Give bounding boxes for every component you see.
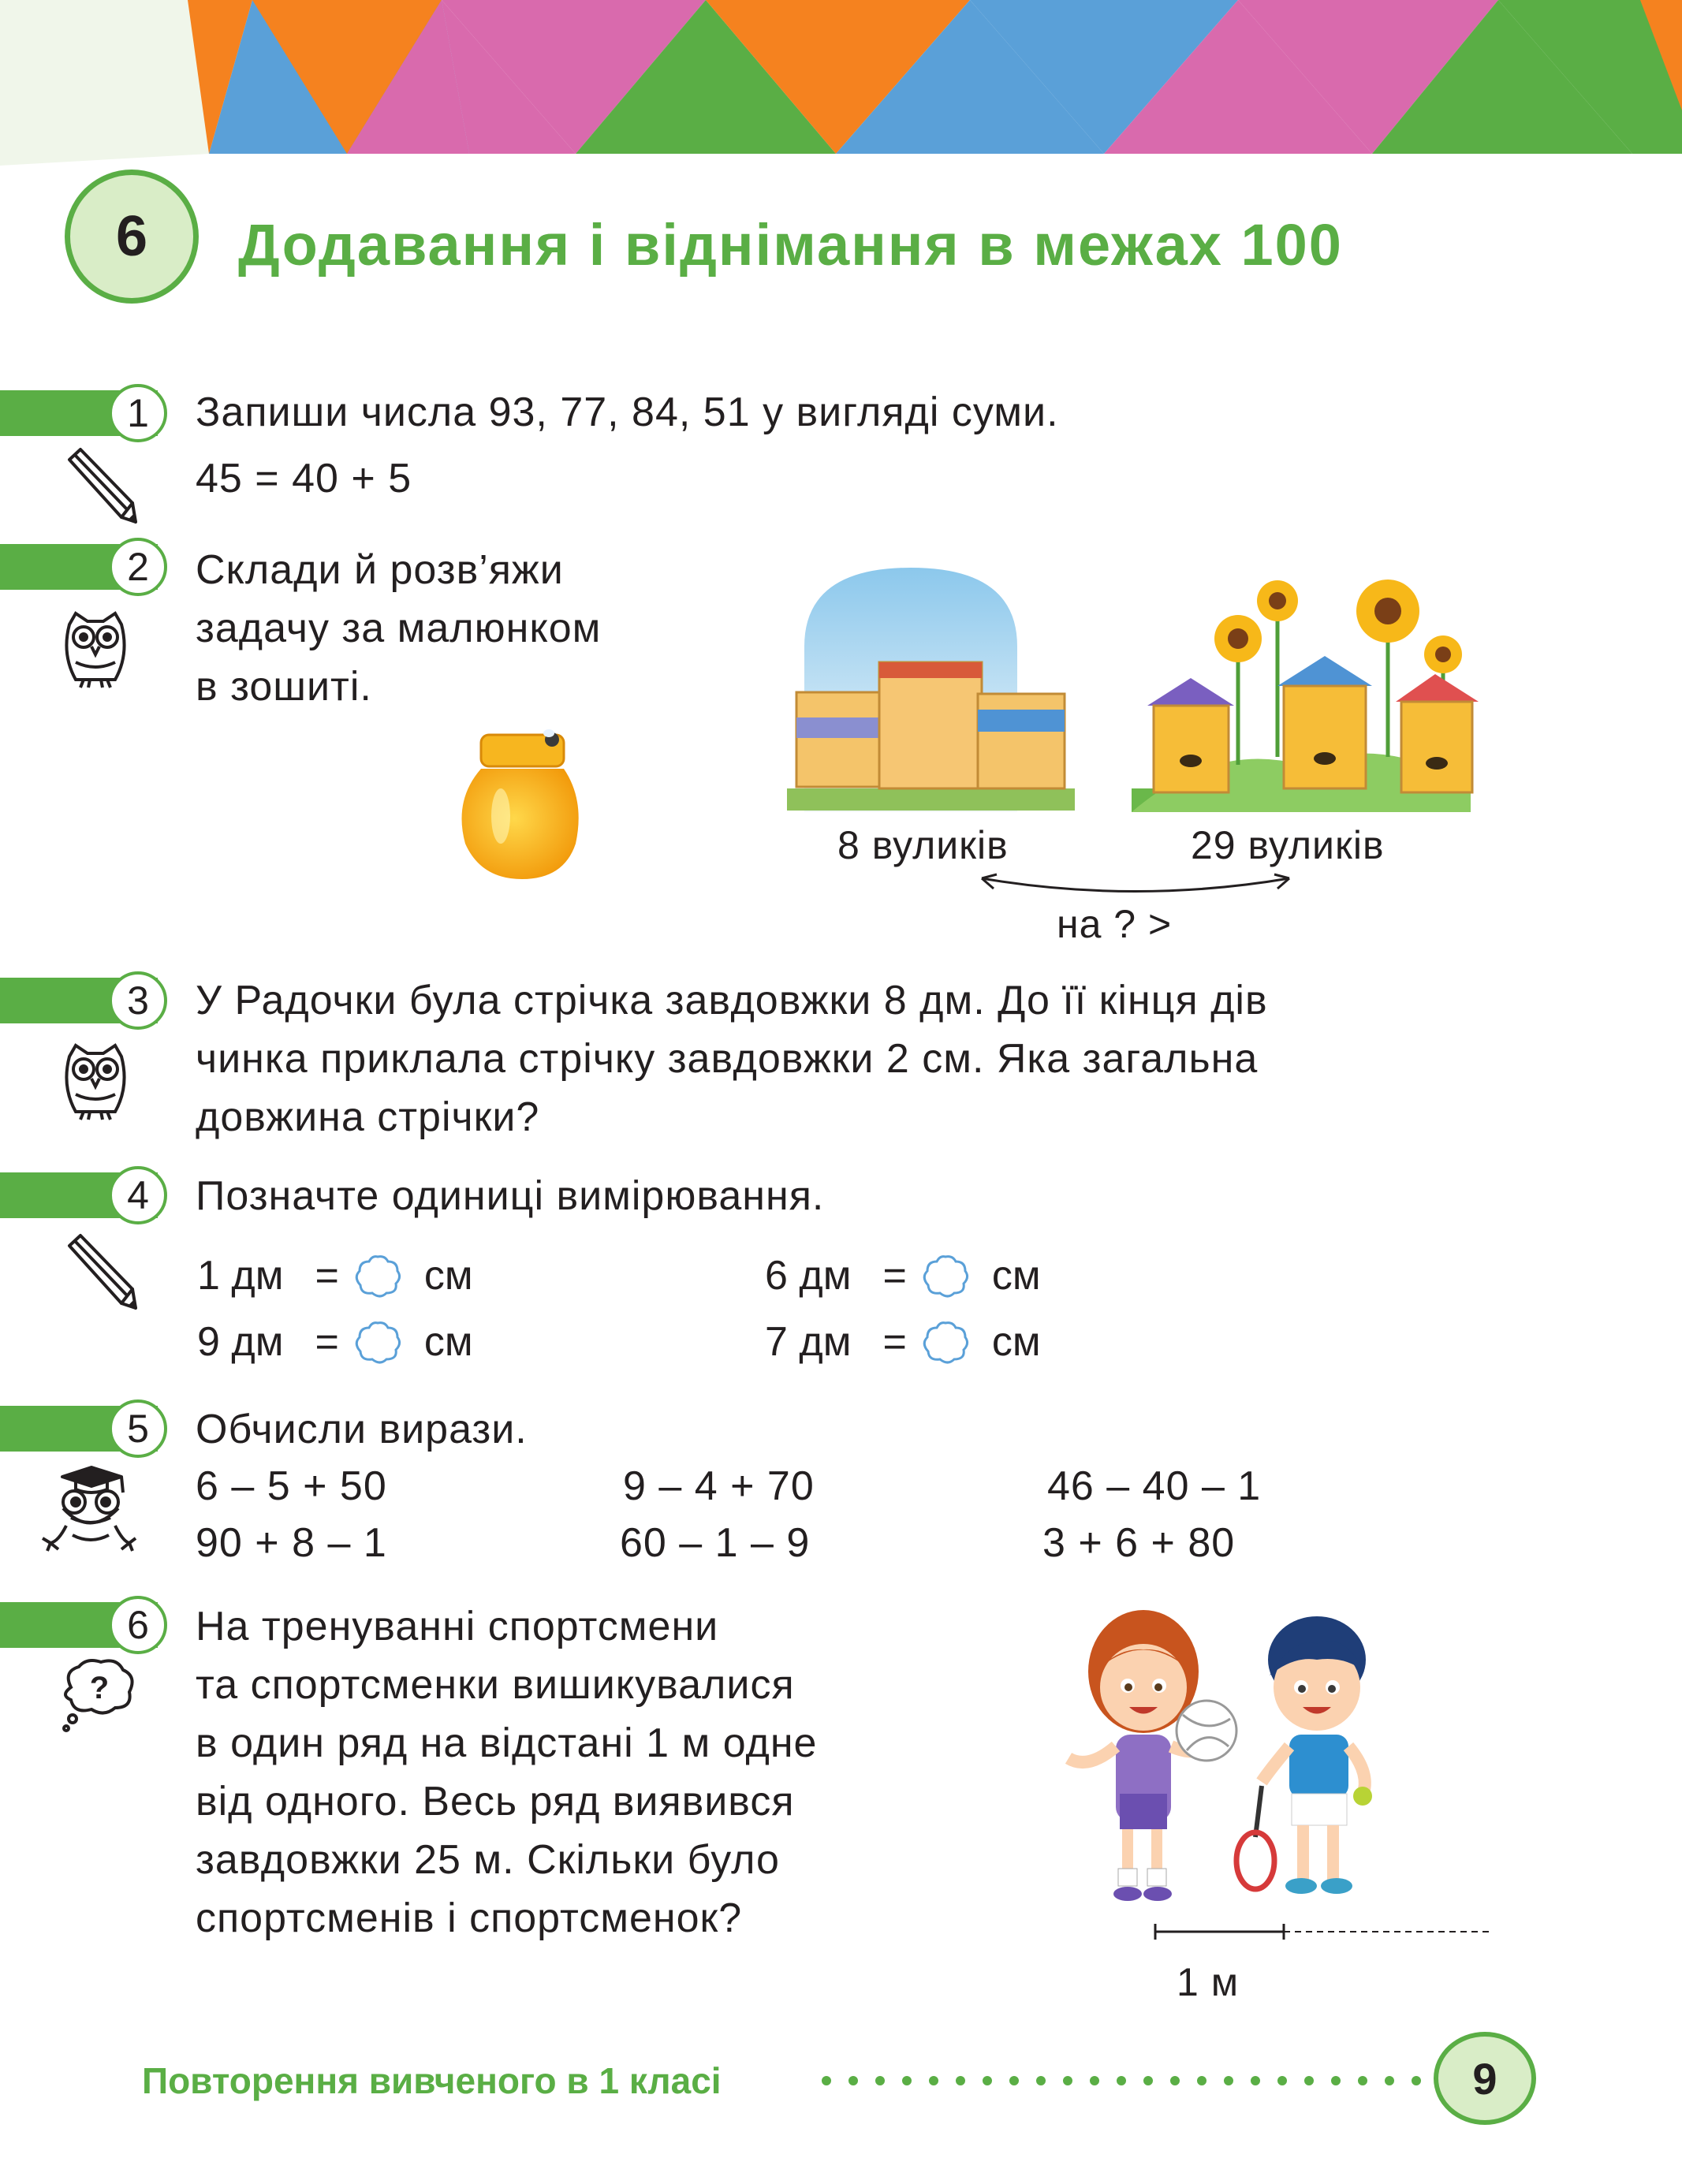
task-6-line: завдовжки 25 м. Скільки було (196, 1837, 780, 1883)
right-hives-label: 29 вуликів (1191, 823, 1385, 867)
svg-text:?: ? (89, 1671, 110, 1705)
answer-blank[interactable] (921, 1320, 970, 1364)
task-number-2: 2 (109, 538, 167, 596)
expression: 46 – 40 – 1 (1047, 1463, 1262, 1509)
equation-unit: см (423, 1253, 473, 1299)
pencil-icon (54, 440, 140, 527)
frog-graduate-icon (35, 1463, 137, 1557)
equation-row (765, 1318, 1041, 1366)
equals-sign: = (315, 1319, 339, 1365)
task-3-line: У Радочки була стрічка завдовжки 8 дм. До її кінця дів (196, 978, 1268, 1023)
task-5-text: Обчисли вирази. (196, 1407, 528, 1452)
task-6-line: На тренуванні спортсмени (196, 1604, 719, 1649)
lesson-number-badge: 6 (65, 170, 199, 304)
equals-sign: = (882, 1319, 907, 1365)
equals-sign: = (882, 1253, 907, 1299)
owl-icon (52, 607, 139, 694)
task-6-line: спортсменів і спортсменок? (196, 1895, 743, 1941)
page-number: 9 (1434, 2032, 1536, 2125)
scale-label: 1 м (1177, 1960, 1240, 2004)
task-2-line: Склади й розв’яжи (196, 547, 564, 593)
task-6-line: та спортсменки вишикувалися (196, 1662, 795, 1708)
task-1-example: 45 = 40 + 5 (196, 456, 412, 501)
equals-sign: = (315, 1253, 339, 1299)
answer-blank[interactable] (353, 1320, 402, 1364)
top-banner (0, 0, 1682, 166)
honey-jar-image (449, 725, 591, 883)
expression: 60 – 1 – 9 (620, 1520, 811, 1566)
equation-row (765, 1252, 1041, 1299)
equation-unit: см (991, 1319, 1041, 1365)
task-6-line: в один ряд на відстані 1 м одне (196, 1720, 818, 1766)
kids-illustration (1033, 1601, 1506, 1940)
left-hives-label: 8 вуликів (837, 823, 1009, 867)
answer-blank[interactable] (353, 1254, 402, 1298)
compare-label: на ? > (1057, 902, 1173, 946)
equation-unit: см (423, 1319, 473, 1365)
task-number-1: 1 (109, 384, 167, 442)
task-number-3: 3 (109, 971, 167, 1030)
task-3-line: чинка приклала стрічку завдовжки 2 см. Яка загальна (196, 1036, 1259, 1082)
task-number-5: 5 (109, 1399, 167, 1458)
answer-blank[interactable] (921, 1254, 970, 1298)
task-4-text: Позначте одиниці вимірювання. (196, 1173, 825, 1219)
expression: 6 – 5 + 50 (196, 1463, 387, 1509)
equation-row (197, 1318, 473, 1366)
question-bubble-icon (55, 1656, 142, 1735)
owl-icon (52, 1039, 139, 1126)
task-6-line: від одного. Весь ряд виявився (196, 1779, 795, 1824)
expression: 9 – 4 + 70 (623, 1463, 815, 1509)
equation-left: 1 дм (197, 1253, 284, 1299)
equation-left: 7 дм (765, 1319, 852, 1365)
task-3-line: довжина стрічки? (196, 1094, 540, 1140)
beehives-illustration (773, 552, 1490, 820)
task-number-4: 4 (109, 1166, 167, 1224)
equation-row (197, 1252, 473, 1299)
dotted-leader (820, 2069, 1435, 2093)
pencil-icon (54, 1226, 140, 1313)
task-2-line: в зошиті. (196, 664, 372, 710)
lesson-title: Додавання і віднімання в межах 100 (238, 212, 1343, 278)
task-1-text: Запиши числа 93, 77, 84, 51 у вигляді суми. (196, 389, 1059, 435)
equation-left: 6 дм (765, 1253, 852, 1299)
comparison-arrow (970, 861, 1301, 900)
expression: 3 + 6 + 80 (1042, 1520, 1236, 1566)
equation-left: 9 дм (197, 1319, 284, 1365)
task-number-6: 6 (109, 1596, 167, 1654)
equation-unit: см (991, 1253, 1041, 1299)
expression: 90 + 8 – 1 (196, 1520, 387, 1566)
footer-section-title: Повторення вивченого в 1 класі (142, 2060, 722, 2101)
task-2-line: задачу за малюнком (196, 606, 602, 651)
